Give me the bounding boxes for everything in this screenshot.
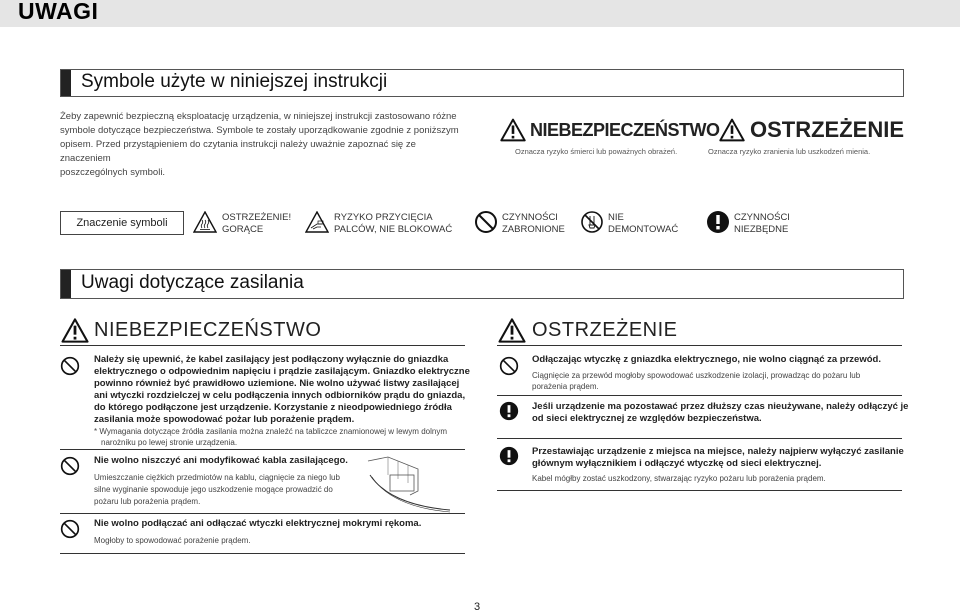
symbol-mandatory-text [734, 212, 790, 236]
page-number: 3 [474, 601, 481, 613]
danger-item-1 [94, 354, 474, 426]
caution-heading: OSTRZEŻENIE [532, 319, 678, 341]
intro-text [60, 110, 460, 180]
text-line: zasilania może spowodować pożar lub porażenie prądem. [94, 414, 355, 425]
danger-item-3-text: Mogłoby to spowodować porażenie prądem. [94, 536, 251, 545]
mandatory-icon [499, 446, 519, 466]
text-line: porażenia prądem. [532, 382, 599, 391]
caution-warning-icon [498, 318, 526, 343]
hot-surface-icon [193, 211, 217, 233]
divider [497, 490, 902, 491]
text-line: pożaru lub porażenia prądem. [94, 497, 201, 506]
danger-label: NIEBEZPIECZEŃSTWO [530, 120, 720, 140]
intro-line: symbole dotyczące bezpieczeństwa. Symbole te zostały uporządkowanie zgodnie z poniższym [60, 125, 459, 136]
symbol-line: CZYNNOŚCI [734, 212, 790, 223]
text-line: narożniku po lewej stronie urządzenia. [101, 438, 238, 447]
text-line: elektrycznego o odpowiednim napięciu i prądzie zasilającym. Gniazdko elektryczne [94, 366, 470, 377]
power-requirements-note [94, 426, 447, 448]
prohibited-icon [60, 456, 80, 476]
text-line: * Wymagania dotyczące źródła zasilania można znaleźć na tabliczce znamionowej w lewym dolnym [94, 427, 447, 436]
text-line: od sieci elektrycznej ze względów bezpieczeństwa. [532, 413, 762, 424]
heading-bar [61, 270, 71, 298]
caution-item-2 [532, 401, 908, 425]
divider [497, 345, 902, 346]
symbol-no-disassembly-text [608, 212, 678, 236]
page-header-bar [0, 0, 960, 27]
text-line: Należy się upewnić, że kabel zasilający jest podłączony wyłącznie do gniazdka [94, 354, 449, 365]
section-symbols-title: Symbole użyte w niniejszej instrukcji [81, 71, 388, 92]
intro-line: opisem. Przed przystąpieniem do czytania instrukcji należy uważnie zapoznać się ze znaczeniem [60, 139, 416, 164]
page-title: UWAGI [18, 0, 99, 24]
symbol-pinch-text [334, 212, 452, 236]
symbol-line: DEMONTOWAĆ [608, 224, 679, 235]
divider [60, 553, 465, 554]
danger-warning-icon [61, 318, 89, 343]
caution-warning-icon [719, 118, 745, 142]
intro-line: poszczególnych symboli. [60, 167, 166, 178]
prohibited-icon [60, 519, 80, 539]
symbol-hot-text [222, 212, 291, 236]
danger-item-2-title: Nie wolno niszczyć ani modyfikować kabla zasilającego. [94, 455, 348, 466]
divider [497, 438, 902, 439]
text-line: głównym wyłącznikiem i odłączyć wtyczkę od sieci elektrycznej. [532, 458, 822, 469]
danger-item-3-title: Nie wolno podłączać ani odłączać wtyczki elektrycznej mokrymi rękoma. [94, 518, 422, 529]
symbol-line: ZABRONIONE [502, 224, 565, 235]
divider [60, 345, 465, 346]
symbol-legend-label: Znaczenie symboli [60, 211, 184, 235]
intro-line: Żeby zapewnić bezpieczną eksploatację urządzenia, w niniejszej instrukcji zastosowano różne [60, 111, 457, 122]
text-line: powinno również być prawidłowo uziemione. Nie wolno używać listwy zasilającej [94, 378, 460, 389]
finger-pinch-icon [305, 211, 329, 233]
caution-item-3-text: Kabel mógłby zostać uszkodzony, stwarzając ryzyko pożaru lub porażenia prądem. [532, 474, 826, 483]
danger-item-2-text [94, 472, 340, 508]
heading-bar [61, 70, 71, 96]
symbol-line: NIEZBĘDNE [734, 224, 789, 235]
symbol-line: RYZYKO PRZYCIĘCIA [334, 212, 433, 223]
mandatory-icon [499, 401, 519, 421]
text-line: Jeśli urządzenie ma pozostawać przez dłuższy czas nieużywane, należy odłączyć je [532, 401, 909, 412]
text-line: Przestawiając urządzenie z miejsca na miejsce, należy najpierw wyłączyć zasilanie [532, 446, 904, 457]
mandatory-icon [706, 210, 730, 234]
text-line: do którego podłączone jest urządzenie. Korzystanie z nieodpowiedniego źródła [94, 402, 452, 413]
prohibited-icon [474, 210, 498, 234]
divider [60, 513, 465, 514]
prohibited-icon [499, 356, 519, 376]
symbol-prohibited-text [502, 212, 565, 236]
section-power-heading [60, 269, 904, 299]
text-line: Umieszczanie ciężkich przedmiotów na kablu, ciągnięcie za niego lub [94, 473, 340, 482]
danger-warning-icon [500, 118, 526, 142]
symbol-line: OSTRZEŻENIE! [222, 212, 292, 223]
caution-label: OSTRZEŻENIE [750, 117, 905, 142]
no-disassembly-icon [580, 210, 604, 234]
symbol-line: GORĄCE [222, 224, 264, 235]
caution-item-3 [532, 446, 904, 470]
caution-item-1-title: Odłączając wtyczkę z gniazdka elektrycznego, nie wolno ciągnąć za przewód. [532, 354, 881, 365]
prohibited-icon [60, 356, 80, 376]
danger-heading: NIEBEZPIECZEŃSTWO [94, 319, 322, 341]
divider [497, 395, 902, 396]
symbol-line: CZYNNOŚCI [502, 212, 558, 223]
text-line: Ciągnięcie za przewód mogłoby spowodować uszkodzenie izolacji, prowadząc do pożaru lub [532, 371, 861, 380]
caution-description: Oznacza ryzyko zranienia lub uszkodzeń mienia. [708, 147, 871, 156]
text-line: ani wtyczki rozdzielczej w celu podłączenia innych odbiorników prądu do gniazda, [94, 390, 466, 401]
symbol-line: NIE [608, 212, 624, 223]
divider [60, 449, 465, 450]
symbol-line: PALCÓW, NIE BLOKOWAĆ [334, 224, 453, 235]
cable-illustration [350, 455, 460, 515]
text-line: silne wyginanie spowoduje jego uszkodzenie mogące prowadzić do [94, 485, 333, 494]
section-power-title: Uwagi dotyczące zasilania [81, 272, 304, 293]
danger-description: Oznacza ryzyko śmierci lub poważnych obrażeń. [515, 147, 678, 156]
caution-item-1-text [532, 370, 860, 392]
section-symbols-heading [60, 69, 904, 97]
